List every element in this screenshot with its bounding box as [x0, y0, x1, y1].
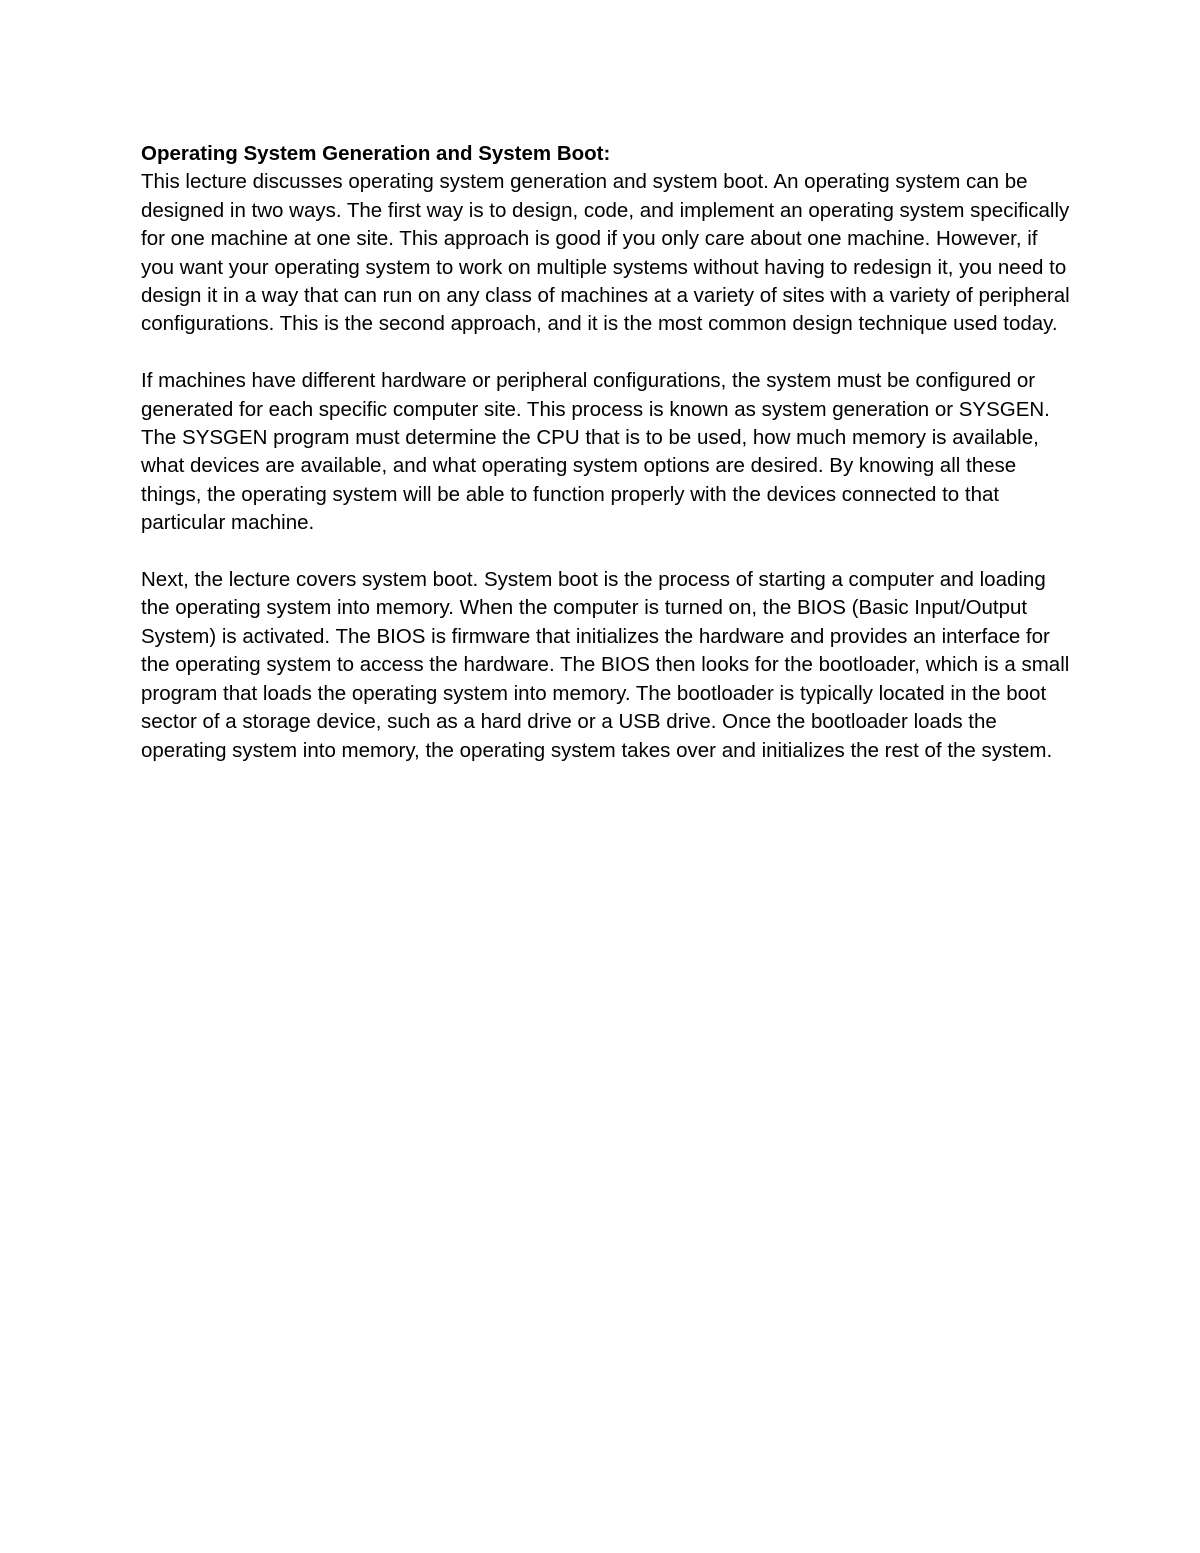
paragraph-intro: This lecture discusses operating system generation and system boot. An operating system can be designed in two ways. The first way is to design, code, and implement an operating system specifically for one machine at one site. This approach is good if you only care about one machine. However, if you want your operating system to work on multiple systems without having to redesign it, you need to design it in a way that can run on any class of machines at a variety of sites with a variety of peripheral configurations. This is the second approach, and it is the most common design technique used today.: [141, 170, 1070, 336]
paragraph-sysgen: If machines have different hardware or peripheral configurations, the system must be configured or generated for each specific computer site. This process is known as system generation or SYSGEN. The SYSGEN program must determine the CPU that is to be used, how much memory is available, what devices are available, and what operating system options are desired. By knowing all these things, the operating system will be able to function properly with the devices connected to that particular machine.: [141, 369, 1050, 535]
document-title: Operating System Generation and System Boot:: [141, 142, 611, 165]
paragraph-system-boot: Next, the lecture covers system boot. System boot is the process of starting a computer and loading the operating system into memory. When the computer is turned on, the BIOS (Basic Input/Output System) is activated. The BIOS is firmware that initializes the hardware and provides an interface for the operating system to access the hardware. The BIOS then looks for the bootloader, which is a small program that loads the operating system into memory. The bootloader is typically located in the boot sector of a storage device, such as a hard drive or a USB drive. Once the bootloader loads the operating system into memory, the operating system takes over and initializes the rest of the system.: [141, 568, 1070, 762]
document-body: [141, 140, 1071, 765]
